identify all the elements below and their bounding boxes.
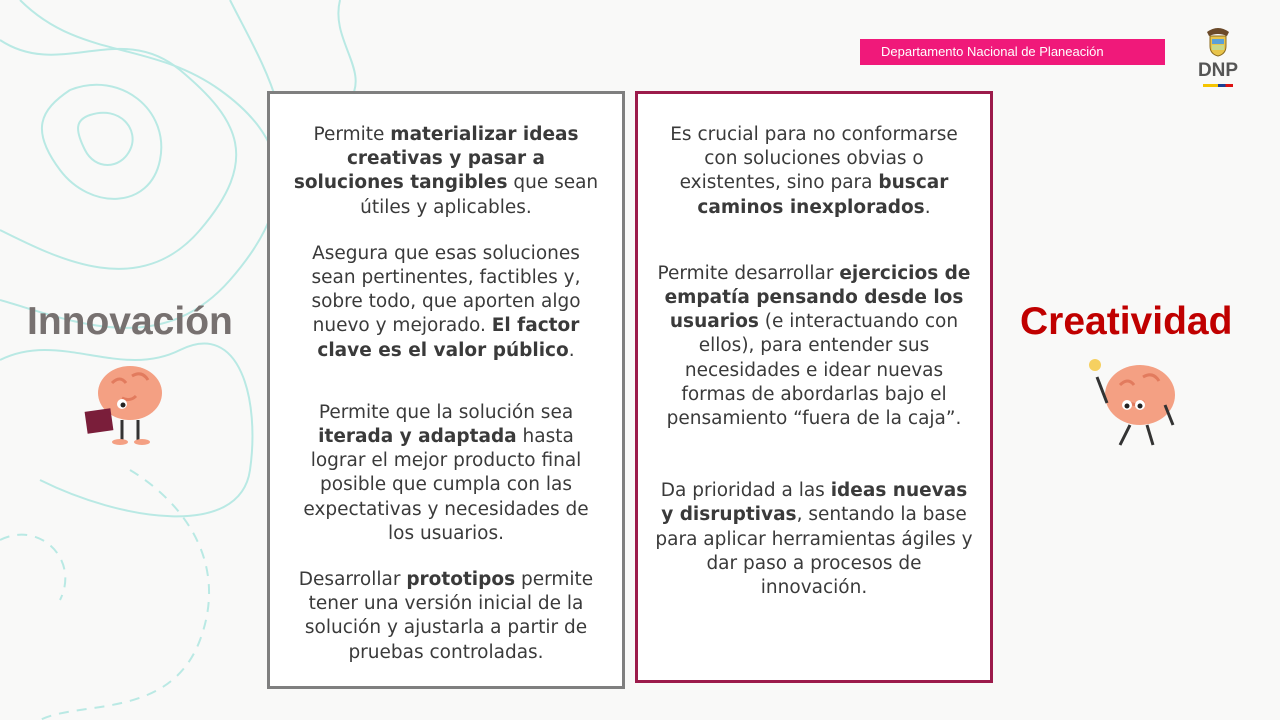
paragraph [654, 479, 974, 600]
text: (e interactuando con ellos), para entender sus necesidades e idear nuevas formas de abordarlas bajo el pensamiento “fuera de la caja”. [666, 311, 962, 430]
text: hasta lograr el mejor producto final posible que cumpla con las expectativas y necesidades de los usuarios. [303, 426, 589, 544]
bold-text: El factor clave es el valor público [317, 315, 580, 361]
text: que sean útiles y aplicables. [360, 172, 599, 218]
text: Desarrollar [298, 569, 407, 591]
text: Da prioridad a las [660, 480, 831, 502]
paragraph [654, 123, 974, 220]
coat-of-arms-icon [1203, 26, 1233, 58]
text: Asegura que esas soluciones sean pertinentes, factibles y, sobre todo, que aporten algo nuevo y mejorado. [311, 242, 581, 337]
text: Es crucial para no conformarse con soluciones obvias o existentes, sino para [670, 124, 958, 194]
text: . [568, 339, 575, 361]
flag-stripe [1203, 84, 1233, 87]
innovation-box [267, 91, 625, 689]
bold-text: materializar ideas creativas y pasar a soluciones tangibles [293, 124, 579, 194]
text: . [924, 196, 931, 218]
text: , sentando la base para aplicar herramientas ágiles y dar paso a procesos de innovación. [655, 504, 973, 599]
bold-text: buscar caminos inexplorados [697, 172, 949, 218]
bold-text: ideas nuevas y disruptivas [661, 480, 968, 526]
bold-text: iterada y adaptada [318, 426, 517, 448]
creativity-box [635, 91, 993, 683]
paragraph [654, 262, 974, 431]
brain-reading-illustration [82, 358, 172, 448]
text: permite tener una versión inicial de la solución y ajustarla a partir de pruebas controladas. [304, 569, 594, 663]
dnp-logo [1192, 26, 1244, 92]
paragraph [290, 242, 602, 363]
bold-text: ejercicios de empatía pensando desde los usuarios [664, 262, 971, 333]
bold-text: prototipos [406, 569, 516, 591]
creativity-title: Creatividad [1020, 300, 1233, 343]
paragraph [290, 568, 602, 665]
paragraph [290, 123, 602, 220]
paragraph [290, 401, 602, 546]
text: Permite [313, 124, 391, 145]
brain-idea-illustration [1085, 355, 1180, 455]
logo-text: DNP [1197, 60, 1239, 81]
innovation-title: Innovación [27, 300, 233, 343]
text: Permite desarrollar [657, 262, 840, 284]
text: Permite que la solución sea [318, 401, 574, 423]
organization-banner: Departamento Nacional de Planeación [860, 39, 1165, 65]
